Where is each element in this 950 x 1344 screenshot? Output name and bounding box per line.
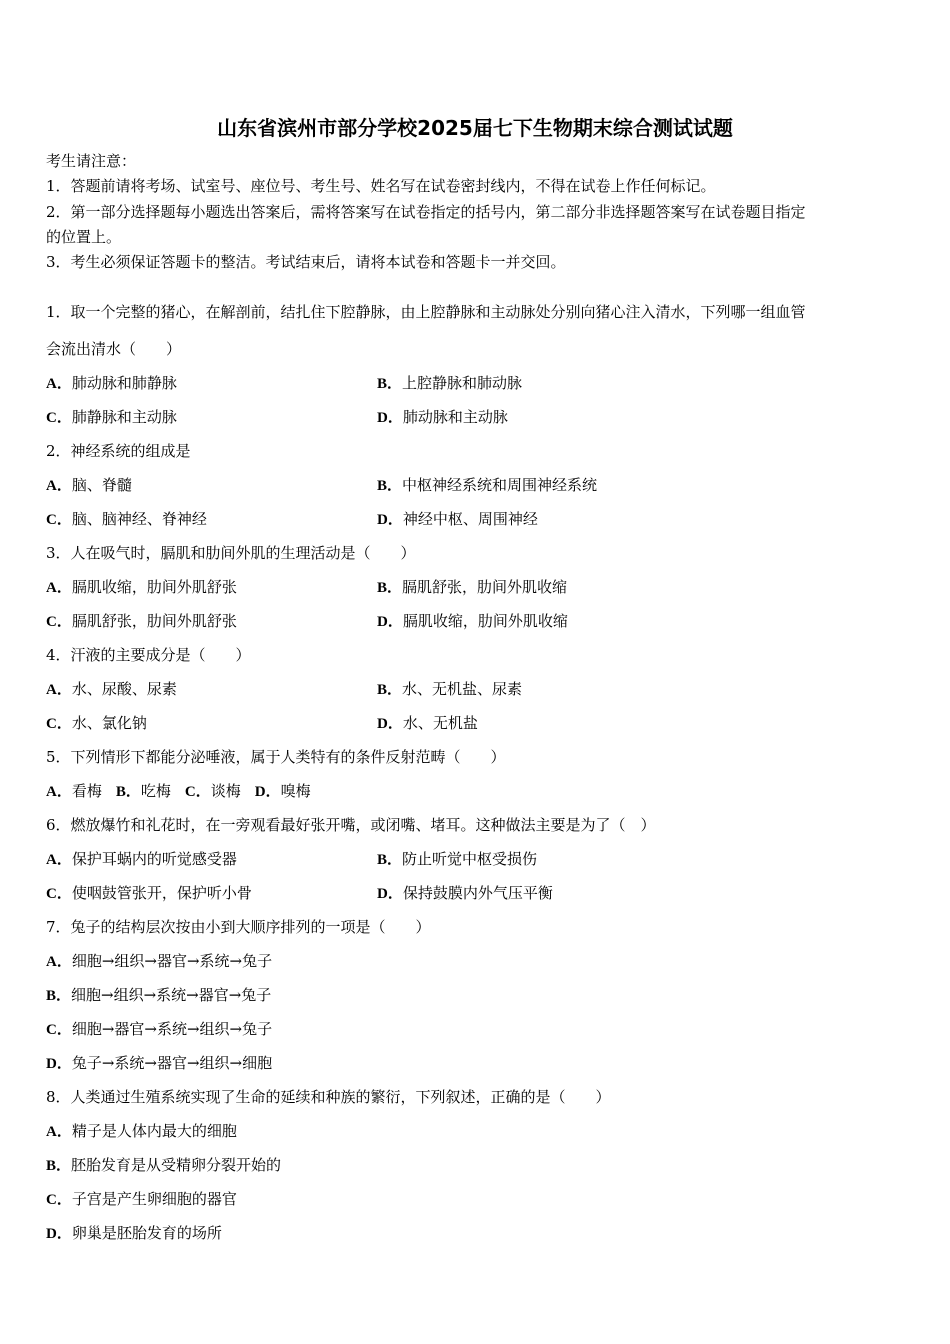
answer-option (46, 509, 207, 530)
question-stem: 8．人类通过生殖系统实现了生命的延续和种族的繁衍，下列叙述，正确的是（ ） (46, 1088, 611, 1106)
answer-option (46, 475, 132, 496)
option-text: 上腔静脉和肺动脉 (402, 374, 523, 392)
option-text: 中枢神经系统和周围神经系统 (402, 476, 598, 494)
option-text: 水、无机盐、尿素 (402, 680, 523, 698)
answer-option (46, 611, 237, 632)
option-label: C． (46, 716, 72, 732)
options-row (46, 781, 325, 802)
answer-option (377, 679, 522, 700)
question-stem: 会流出清水（ ） (46, 340, 182, 358)
option-label: B． (46, 988, 72, 1004)
option-label: B． (115, 784, 141, 800)
option-text: 膈肌收缩，肋间外肌收缩 (402, 612, 568, 630)
option-text: 肺动脉和主动脉 (402, 408, 508, 426)
answer-option (46, 782, 102, 800)
answer-option (46, 373, 177, 394)
option-label: C． (46, 886, 72, 902)
option-label: C． (46, 512, 72, 528)
option-label: B． (377, 580, 403, 596)
option-label: A． (46, 1124, 72, 1140)
option-label: C． (46, 614, 72, 630)
answer-option (377, 509, 538, 530)
option-label: D． (377, 512, 403, 528)
notice-heading: 考生请注意： (46, 152, 137, 170)
option-label: B． (377, 682, 403, 698)
answer-option (46, 1189, 237, 1210)
option-text: 膈肌收缩，肋间外肌舒张 (71, 578, 237, 596)
answer-option (377, 373, 522, 394)
option-label: C． (46, 1192, 72, 1208)
option-label: D． (377, 716, 403, 732)
page-title: 山东省滨州市部分学校2025届七下生物期末综合测试试题 (217, 116, 733, 140)
question-stem: 3．人在吸气时，膈肌和肋间外肌的生理活动是（ ） (46, 544, 416, 562)
option-text: 谈梅 (210, 782, 241, 800)
answer-option (377, 407, 508, 428)
option-text: 子宫是产生卵细胞的器官 (71, 1190, 237, 1208)
notice-item: 的位置上。 (46, 228, 122, 246)
option-text: 吃梅 (140, 782, 171, 800)
option-text: 嗅梅 (280, 782, 311, 800)
answer-option (46, 1223, 222, 1244)
option-text: 水、无机盐 (402, 714, 478, 732)
question-stem: 7．兔子的结构层次按由小到大顺序排列的一项是（ ） (46, 918, 431, 936)
notice-item: 2．第一部分选择题每小题选出答案后，需将答案写在试卷指定的括号内，第二部分非选择题答案写在试卷题目指定 (46, 203, 806, 221)
answer-option (46, 407, 177, 428)
answer-option (46, 985, 271, 1006)
answer-option (46, 1053, 272, 1074)
option-label: C． (46, 1022, 72, 1038)
answer-option (377, 849, 537, 870)
answer-option (116, 782, 171, 800)
question-stem: 2．神经系统的组成是 (46, 442, 191, 460)
notice-item: 3．考生必须保证答题卡的整洁。考试结束后，请将本试卷和答题卡一并交回。 (46, 253, 566, 271)
option-text: 卵巢是胚胎发育的场所 (71, 1224, 222, 1242)
option-text: 保持鼓膜内外气压平衡 (402, 884, 553, 902)
answer-option (46, 1121, 237, 1142)
option-label: D． (254, 784, 281, 800)
option-label: A． (46, 376, 72, 392)
option-label: A． (46, 852, 72, 868)
option-label: D． (377, 614, 403, 630)
option-text: 细胞→组织→系统→器官→兔子 (71, 986, 272, 1004)
answer-option (46, 713, 147, 734)
option-text: 肺动脉和肺静脉 (71, 374, 177, 392)
notice-item: 1．答题前请将考场、试室号、座位号、考生号、姓名写在试卷密封线内，不得在试卷上作任何标记。 (46, 177, 716, 195)
answer-option (46, 679, 177, 700)
answer-option (377, 713, 478, 734)
answer-option (46, 577, 237, 598)
option-text: 使咽鼓管张开，保护听小骨 (71, 884, 252, 902)
question-stem: 1．取一个完整的猪心，在解剖前，结扎住下腔静脉，由上腔静脉和主动脉处分别向猪心注入清水，下列哪一组血管 (46, 303, 806, 321)
question-stem: 6．燃放爆竹和礼花时，在一旁观看最好张开嘴，或闭嘴、堵耳。这种做法主要是为了（ ） (46, 816, 656, 834)
answer-option (377, 883, 553, 904)
option-text: 看梅 (71, 782, 102, 800)
option-text: 水、氯化钠 (71, 714, 147, 732)
option-label: A． (46, 478, 72, 494)
option-label: D． (377, 410, 403, 426)
option-label: D． (46, 1226, 72, 1242)
option-text: 细胞→组织→器官→系统→兔子 (71, 952, 273, 970)
option-text: 细胞→器官→系统→组织→兔子 (71, 1020, 273, 1038)
option-label: A． (46, 954, 72, 970)
option-label: A． (46, 682, 72, 698)
option-text: 膈肌舒张，肋间外肌收缩 (402, 578, 568, 596)
answer-option (377, 475, 597, 496)
option-text: 兔子→系统→器官→组织→细胞 (71, 1054, 273, 1072)
option-text: 肺静脉和主动脉 (71, 408, 177, 426)
option-text: 脑、脊髓 (71, 476, 132, 494)
answer-option (255, 782, 311, 800)
option-label: B． (46, 1158, 72, 1174)
option-text: 防止听觉中枢受损伤 (402, 850, 538, 868)
option-text: 保护耳蜗内的听觉感受器 (71, 850, 237, 868)
option-label: D． (377, 886, 403, 902)
option-label: C． (46, 410, 72, 426)
answer-option (46, 883, 252, 904)
answer-option (46, 1155, 281, 1176)
answer-option (377, 611, 568, 632)
option-text: 水、尿酸、尿素 (71, 680, 177, 698)
question-stem: 4．汗液的主要成分是（ ） (46, 646, 251, 664)
answer-option (377, 577, 567, 598)
option-label: A． (46, 580, 72, 596)
answer-option (46, 951, 272, 972)
option-text: 胚胎发育是从受精卵分裂开始的 (71, 1156, 282, 1174)
option-text: 神经中枢、周围神经 (402, 510, 538, 528)
answer-option (46, 849, 237, 870)
answer-option (185, 782, 241, 800)
option-label: C． (184, 784, 211, 800)
answer-option (46, 1019, 272, 1040)
question-stem: 5．下列情形下都能分泌唾液，属于人类特有的条件反射范畴（ ） (46, 748, 506, 766)
option-text: 精子是人体内最大的细胞 (71, 1122, 237, 1140)
option-label: B． (377, 852, 403, 868)
option-label: A． (46, 784, 72, 800)
option-label: B． (377, 376, 403, 392)
option-label: D． (46, 1056, 72, 1072)
option-text: 膈肌舒张，肋间外肌舒张 (71, 612, 237, 630)
option-label: B． (377, 478, 403, 494)
option-text: 脑、脑神经、脊神经 (71, 510, 207, 528)
